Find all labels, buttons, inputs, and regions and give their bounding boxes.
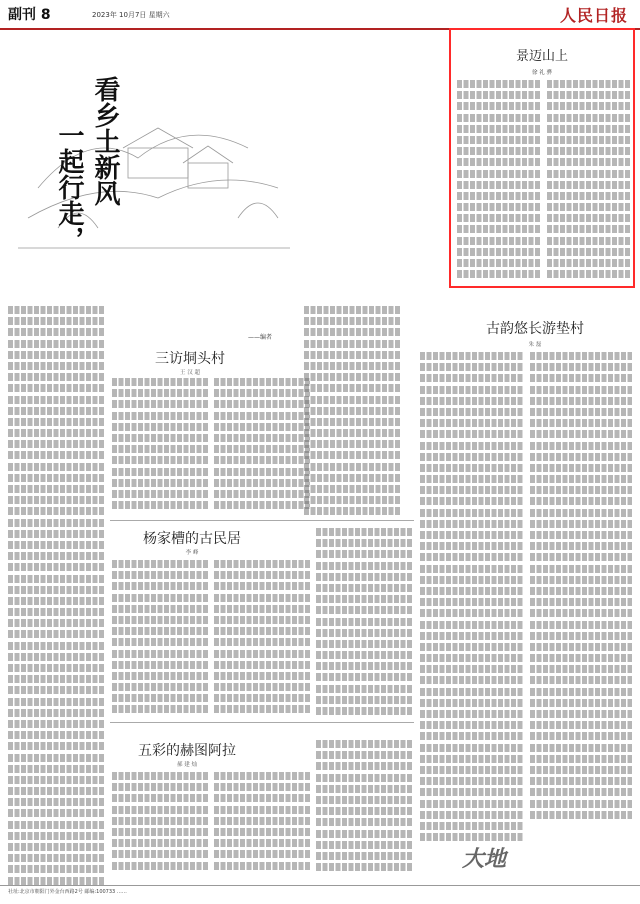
text-column bbox=[214, 378, 310, 518]
text-column bbox=[214, 772, 310, 880]
text-column bbox=[420, 352, 524, 852]
article-title: 杨家槽的古民居 bbox=[143, 531, 241, 547]
article-column bbox=[547, 80, 631, 280]
column-logo: 大地 bbox=[462, 846, 507, 872]
text-column bbox=[214, 560, 310, 720]
text-column bbox=[316, 528, 412, 720]
article-column bbox=[457, 80, 541, 280]
article-title: 五彩的赫图阿拉 bbox=[138, 743, 236, 759]
article-author: 徐 礼 骅 bbox=[532, 70, 552, 76]
text-column bbox=[112, 772, 208, 880]
poem-author: ——编者 bbox=[248, 334, 273, 341]
article-author: 朱 磊 bbox=[528, 342, 542, 348]
article-author: 郝 建 灿 bbox=[177, 762, 197, 768]
section-label: 副刊 8 bbox=[8, 7, 51, 23]
feature-block bbox=[18, 36, 290, 341]
text-column bbox=[304, 306, 400, 518]
text-column bbox=[8, 306, 104, 886]
section-divider bbox=[110, 722, 414, 723]
page-footer: 社址:北京市朝阳门外金台西路2号 邮编:100733 …… bbox=[0, 885, 640, 904]
article-author: 王 汉 超 bbox=[180, 370, 200, 376]
article-author: 李 峰 bbox=[185, 550, 199, 556]
issue-date: 2023年 10月7日 星期六 bbox=[92, 11, 170, 19]
text-column bbox=[112, 378, 208, 518]
section-divider bbox=[110, 520, 414, 521]
article-title: 古韵悠长游垫村 bbox=[486, 321, 584, 337]
article-title: 景迈山上 bbox=[515, 49, 568, 64]
article-title: 三访垌头村 bbox=[155, 351, 225, 367]
highlighted-article bbox=[449, 28, 635, 288]
masthead-logo: 人民日报 bbox=[559, 6, 628, 25]
text-column bbox=[316, 740, 412, 880]
feature-title-line2: 一起行走， bbox=[54, 122, 84, 252]
text-column bbox=[112, 560, 208, 720]
feature-title-line1: 看乡土新风 bbox=[90, 76, 120, 206]
text-column bbox=[530, 352, 632, 832]
page-header bbox=[0, 0, 640, 30]
